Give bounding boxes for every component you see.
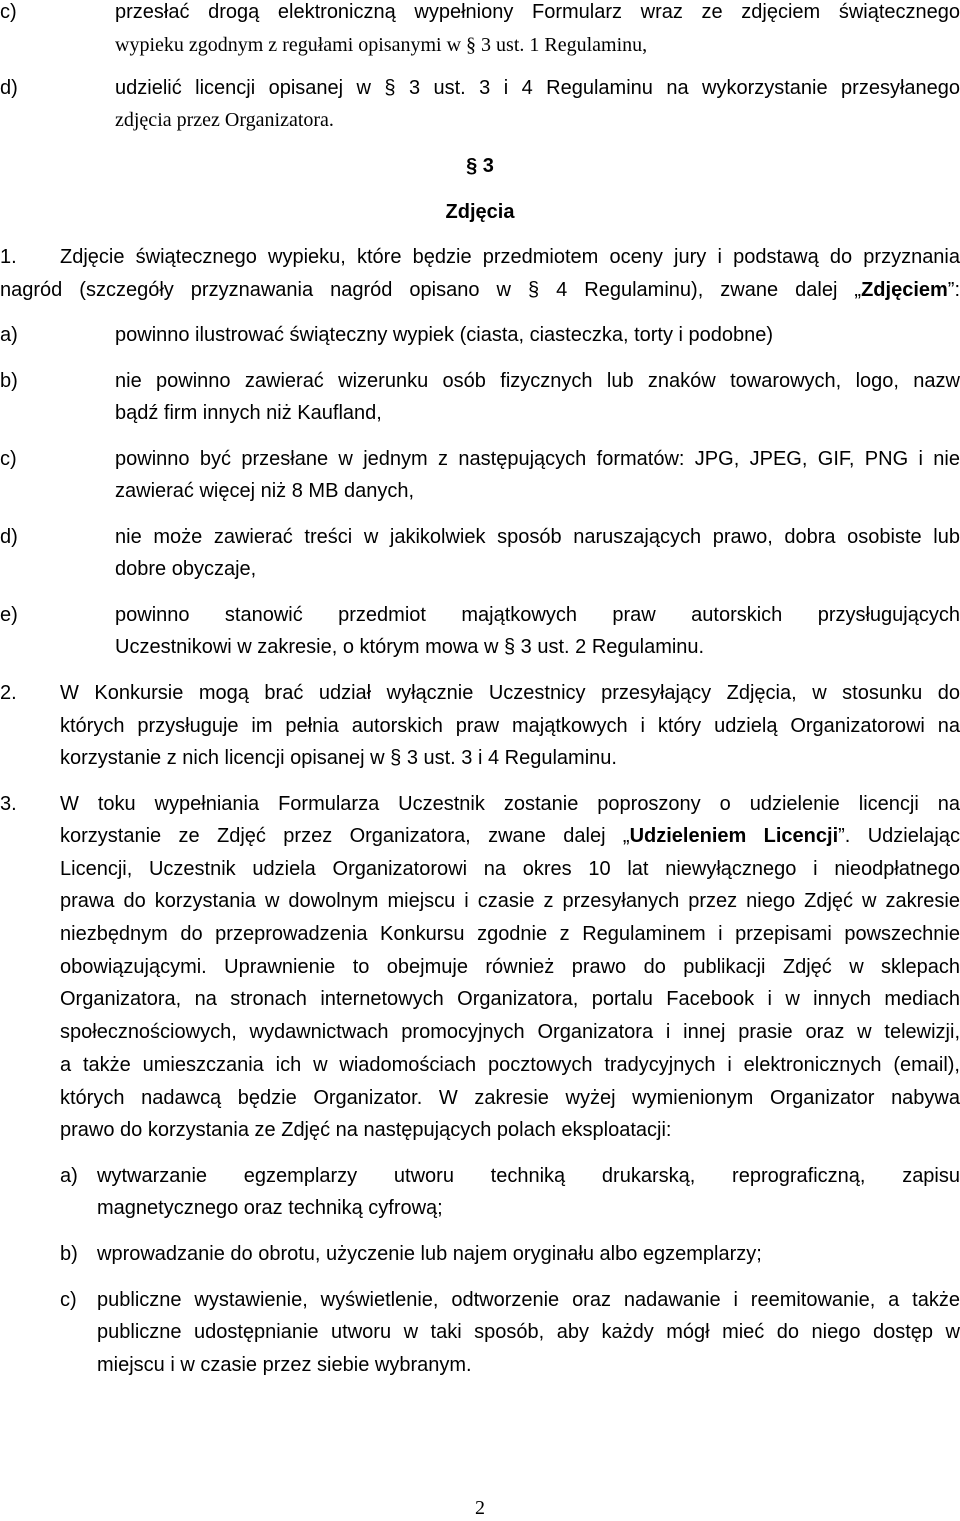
paragraph-3-line: prawo do korzystania ze Zdjęć na następujących polach eksploatacji:: [60, 1119, 672, 1141]
p1-item-a-line: powinno ilustrować świąteczny wypiek (ciasta, ciasteczka, torty i podobne): [115, 324, 774, 346]
p1-item-e-line: Uczestnikowi w zakresie, o którym mowa w § 3 ust. 2 Regulaminu.: [115, 636, 705, 658]
p3-item-a-line: wytwarzanie egzemplarzy utworu techniką drukarską, reprograficzną, zapisu: [97, 1165, 960, 1187]
p1-item-a-label: a): [0, 324, 18, 346]
p1-item-d-label: d): [0, 526, 18, 548]
paragraph-3-line: obowiązującymi. Uprawnienie to obejmuje również prawo do publikacji Zdjęć w sklepach: [60, 956, 960, 978]
paragraph-3-line: niezbędnym do przeprowadzenia Konkursu zgodnie z Regulaminem i przepisami powszechnie: [60, 923, 960, 945]
p3-item-c-label: c): [60, 1289, 77, 1311]
p1-item-b-label: b): [0, 370, 18, 392]
paragraph-2-line: których przysługuje im pełnia autorskich praw majątkowych i który udzielą Organizatorowi na: [60, 715, 960, 737]
p1-item-c-line: powinno być przesłane w jednym z następujących formatów: JPG, JPEG, GIF, PNG i nie: [115, 448, 960, 470]
p1-item-c-label: c): [0, 448, 17, 470]
paragraph-1-line: nagród (szczegóły przyznawania nagród opisano w § 4 Regulaminu), zwane dalej „Zdjęciem”:: [0, 279, 960, 301]
intro-item-c-label: c): [0, 1, 17, 23]
p1-item-d-line: dobre obyczaje,: [115, 558, 257, 580]
p3-item-c-line: publiczne wystawienie, wyświetlenie, odtworzenie oraz nadawanie i reemitowanie, a także: [97, 1289, 960, 1311]
paragraph-1-line: Zdjęcie świątecznego wypieku, które będzie przedmiotem oceny jury i podstawą do przyznania: [60, 246, 960, 268]
p1-item-e-label: e): [0, 604, 18, 626]
paragraph-3-number: 3.: [0, 793, 17, 815]
paragraph-3-line: W toku wypełniania Formularza Uczestnik zostanie poproszony o udzielenie licencji na: [60, 793, 960, 815]
page-number: 2: [475, 1497, 485, 1519]
section-number: § 3: [466, 155, 494, 177]
paragraph-3-line: których nadawcą będzie Organizator. W zakresie wyżej wymienionym Organizator nabywa: [60, 1087, 960, 1109]
p3-item-b-label: b): [60, 1243, 78, 1265]
intro-item-c-line: przesłać drogą elektroniczną wypełniony Formularz wraz ze zdjęciem świątecznego: [115, 1, 960, 23]
paragraph-3-line: a także umieszczania ich w wiadomościach pocztowych tradycyjnych i elektronicznych (email),: [60, 1054, 960, 1076]
intro-item-d-line: zdjęcia przez Organizatora.: [115, 109, 334, 131]
paragraph-1-number: 1.: [0, 246, 17, 268]
section-title: Zdjęcia: [445, 201, 515, 223]
p1-item-b-line: nie powinno zawierać wizerunku osób fizycznych lub znaków towarowych, logo, nazw: [115, 370, 960, 392]
p3-item-c-line: miejscu i w czasie przez siebie wybranym.: [97, 1354, 472, 1376]
paragraph-2-line: W Konkursie mogą brać udział wyłącznie Uczestnicy przesyłający Zdjęcia, w stosunku do: [60, 682, 960, 704]
intro-item-d-line: udzielić licencji opisanej w § 3 ust. 3 i 4 Regulaminu na wykorzystanie przesyłanego: [115, 77, 960, 99]
intro-item-c-line: wypieku zgodnym z regułami opisanymi w § 3 ust. 1 Regulaminu,: [115, 34, 648, 56]
p3-item-a-line: magnetycznego oraz techniką cyfrową;: [97, 1197, 443, 1219]
term-udzieleniem-licencji: Udzieleniem Licencji: [629, 825, 839, 847]
term-zdjeciem: Zdjęciem: [861, 279, 948, 301]
paragraph-3-line: Organizatora, na stronach internetowych Organizatora, portalu Facebook i w innych mediach: [60, 988, 960, 1010]
p1-item-d-line: nie może zawierać treści w jakikolwiek sposób naruszających prawo, dobra osobiste lub: [115, 526, 960, 548]
p1-item-c-line: zawierać więcej niż 8 MB danych,: [115, 480, 415, 502]
p3-item-b-line: wprowadzanie do obrotu, użyczenie lub najem oryginału albo egzemplarzy;: [97, 1243, 762, 1265]
paragraph-2-line: korzystanie z nich licencji opisanej w § 3 ust. 3 i 4 Regulaminu.: [60, 747, 617, 769]
paragraph-3-line: Licencji, Uczestnik udziela Organizatorowi na okres 10 lat niewyłącznego i nieodpłatnego: [60, 858, 960, 880]
p1-item-b-line: bądź firm innych niż Kaufland,: [115, 402, 382, 424]
p3-item-a-label: a): [60, 1165, 78, 1187]
paragraph-3-line: korzystanie ze Zdjęć przez Organizatora, zwane dalej „Udzieleniem Licencji”. Udzielając: [60, 825, 960, 847]
intro-item-d-label: d): [0, 77, 18, 99]
p1-item-e-line: powinno stanowić przedmiot majątkowych praw autorskich przysługujących: [115, 604, 960, 626]
paragraph-3-line: społecznościowych, wydawnictwach promocyjnych Organizatora i innej prasie oraz w telewizji,: [60, 1021, 960, 1043]
paragraph-3-line: prawa do korzystania w dowolnym miejscu i czasie z przesyłanych przez niego Zdjęć w zakresie: [60, 890, 960, 912]
p3-item-c-line: publiczne udostępnianie utworu w taki sposób, aby każdy mógł mieć do niego dostęp w: [97, 1321, 960, 1343]
paragraph-2-number: 2.: [0, 682, 17, 704]
